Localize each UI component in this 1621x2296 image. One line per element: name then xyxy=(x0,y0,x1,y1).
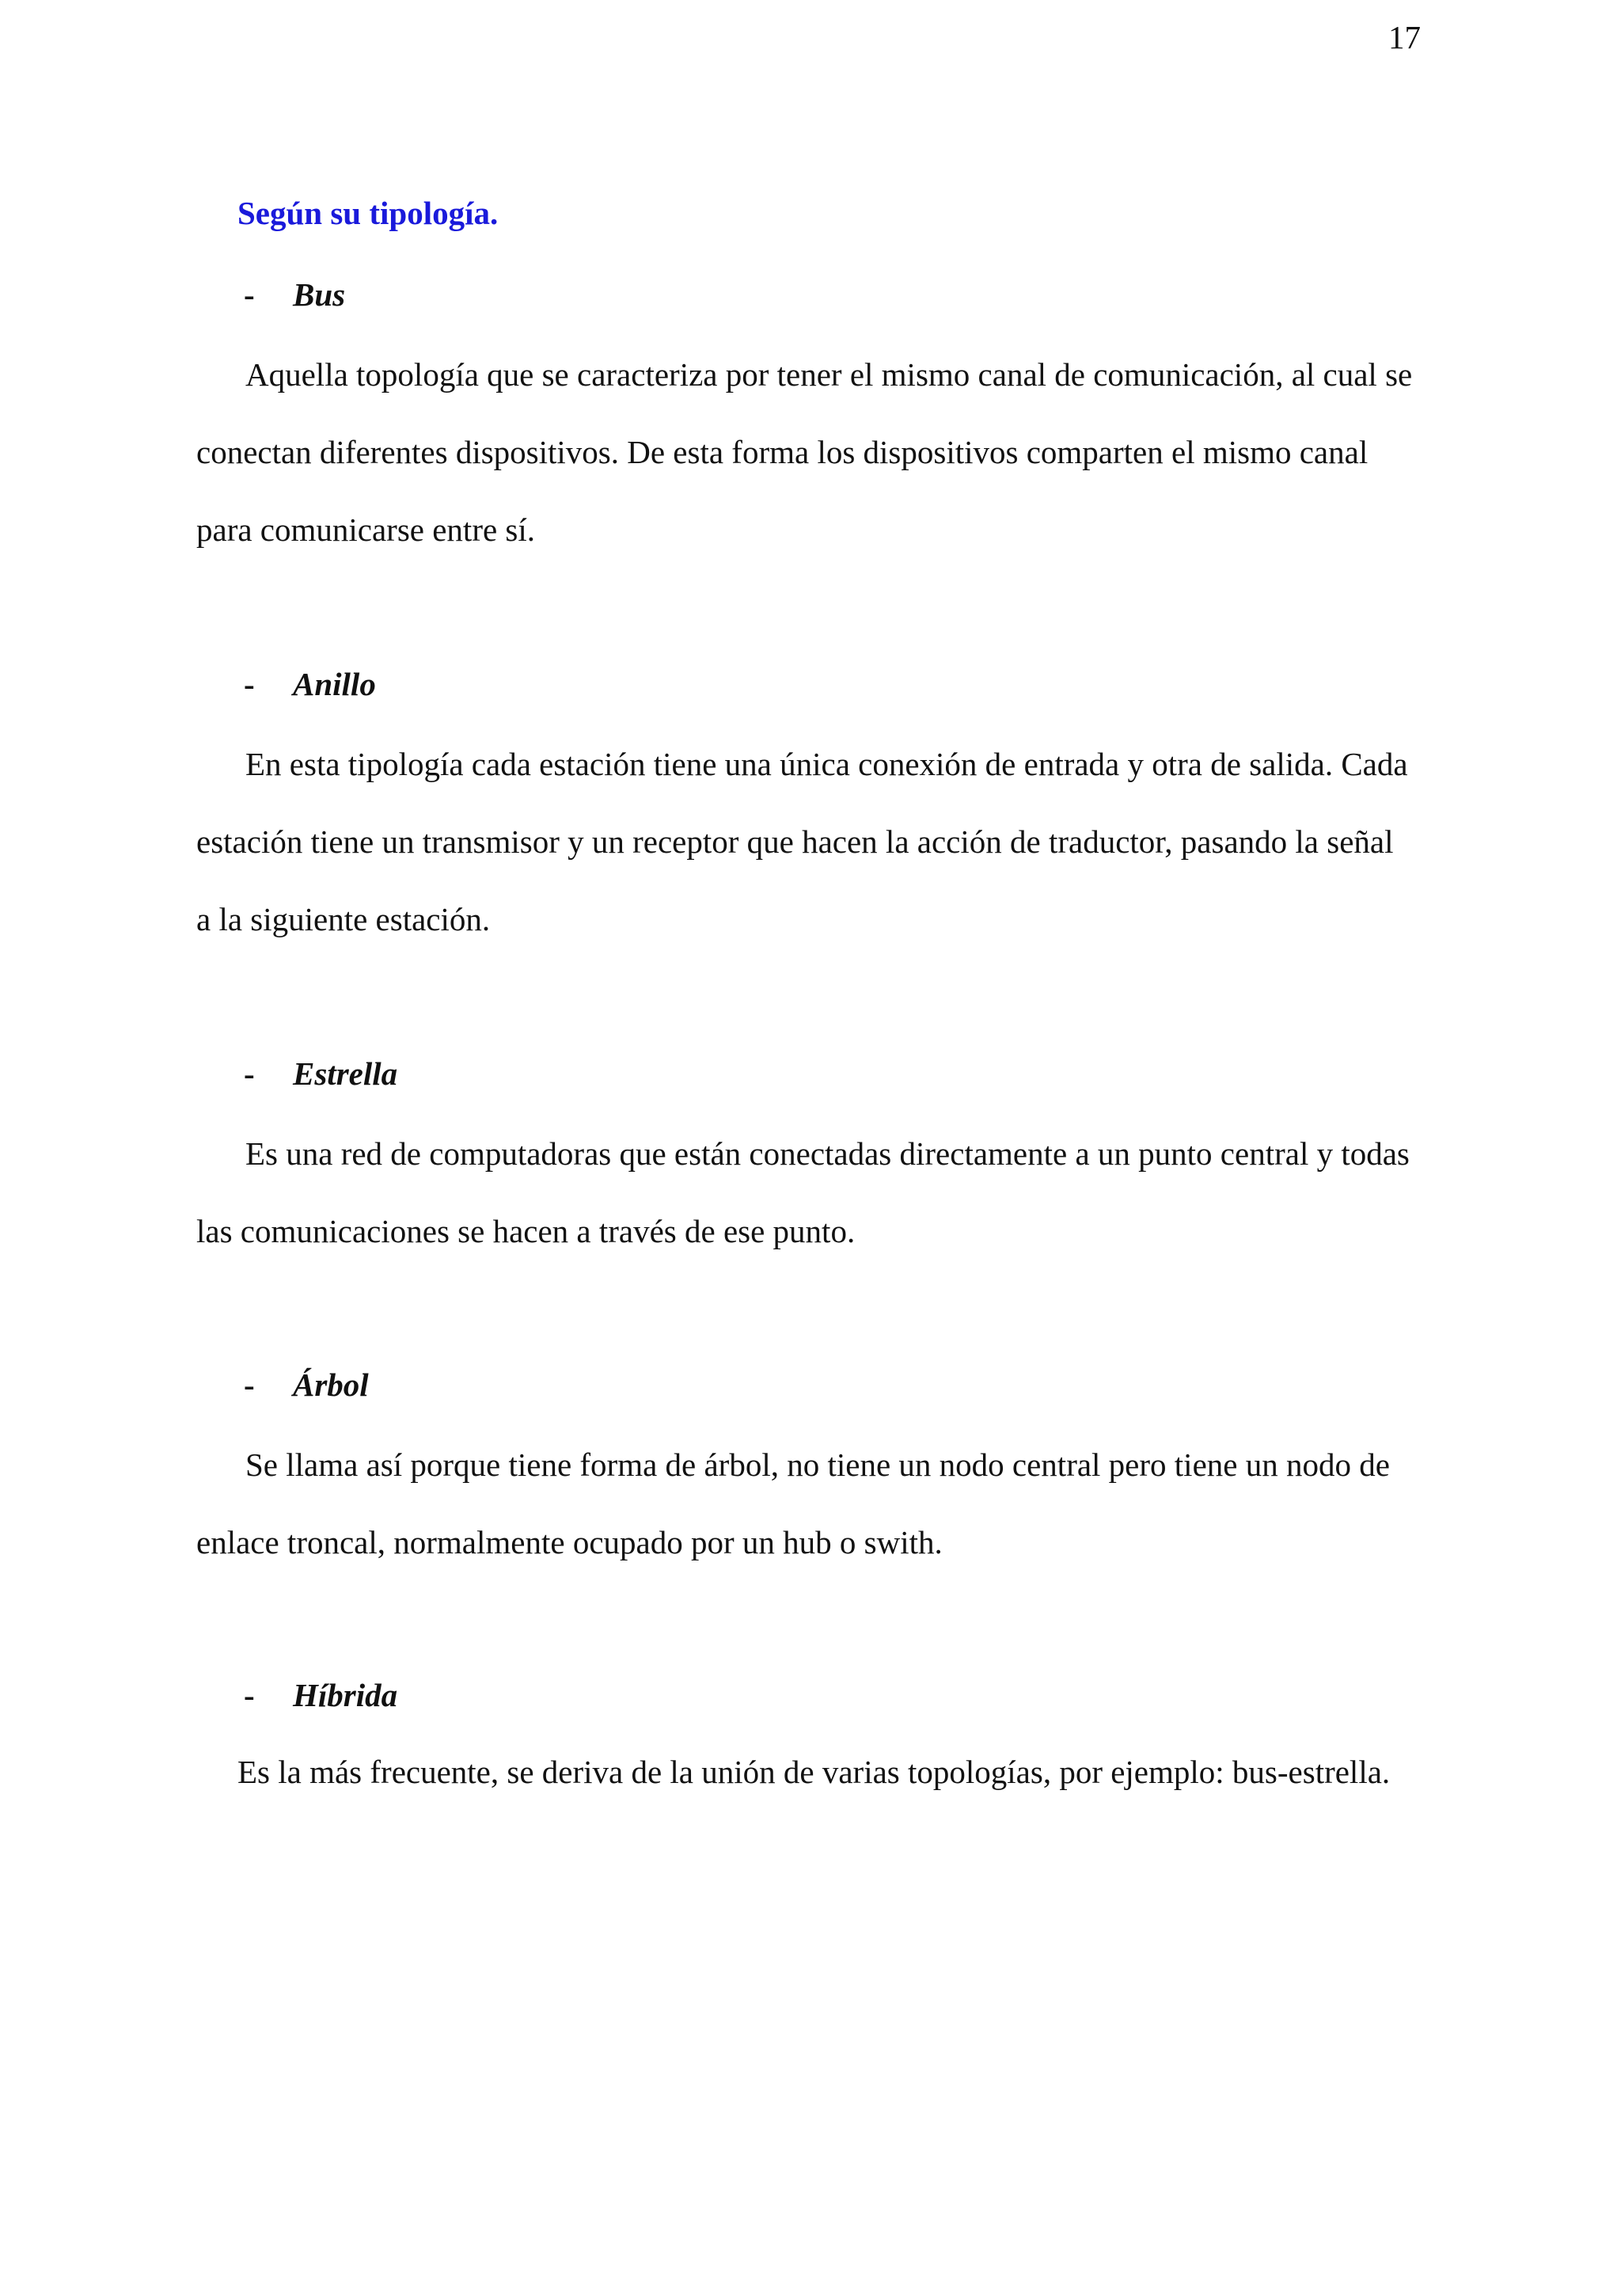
paragraph-hibrida xyxy=(237,1753,1390,1791)
section-title: Según su tipología. xyxy=(237,195,499,231)
paragraph-estrella xyxy=(196,1115,1431,1270)
paragraph-line: para comunicarse entre sí. xyxy=(196,511,536,548)
item-heading-anillo xyxy=(244,665,376,703)
item-heading-estrella xyxy=(244,1055,397,1093)
item-heading-hibrida xyxy=(244,1676,397,1714)
paragraph-line: Aquella topología que se caracteriza por tener el mismo canal de comunicación, al cual se xyxy=(245,356,1413,393)
paragraph-anillo xyxy=(196,725,1431,958)
item-heading-text: Árbol xyxy=(293,1367,369,1403)
paragraph-line: Se llama así porque tiene forma de árbol, no tiene un nodo central pero tiene un nodo de xyxy=(245,1446,1390,1483)
page-number: 17 xyxy=(1388,19,1421,55)
paragraph-arbol xyxy=(196,1426,1431,1581)
paragraph-line: Es una red de computadoras que están conectadas directamente a un punto central y todas xyxy=(245,1135,1410,1172)
paragraph-bus xyxy=(196,336,1431,568)
paragraph-line: conectan diferentes dispositivos. De esta forma los dispositivos comparten el mismo canal xyxy=(196,434,1369,470)
item-heading-text: Bus xyxy=(293,276,346,313)
paragraph-line: Es la más frecuente, se deriva de la unión de varias topologías, por ejemplo: bus-estrella. xyxy=(237,1754,1391,1790)
item-heading-text: Híbrida xyxy=(293,1677,398,1713)
item-dash: - xyxy=(244,1677,255,1713)
paragraph-line: En esta tipología cada estación tiene una única conexión de entrada y otra de salida. Cada xyxy=(245,746,1408,782)
paragraph-line: las comunicaciones se hacen a través de ese punto. xyxy=(196,1213,856,1249)
item-heading-bus xyxy=(244,276,345,314)
item-heading-arbol xyxy=(244,1366,369,1404)
item-dash: - xyxy=(244,1055,255,1092)
paragraph-line: a la siguiente estación. xyxy=(196,901,491,937)
item-dash: - xyxy=(244,276,255,313)
paragraph-line: enlace troncal, normalmente ocupado por un hub o swith. xyxy=(196,1524,943,1560)
item-heading-text: Anillo xyxy=(293,666,376,702)
paragraph-line: estación tiene un transmisor y un receptor que hacen la acción de traductor, pasando la señal xyxy=(196,823,1394,860)
item-dash: - xyxy=(244,1367,255,1403)
item-heading-text: Estrella xyxy=(293,1055,398,1092)
item-dash: - xyxy=(244,666,255,702)
